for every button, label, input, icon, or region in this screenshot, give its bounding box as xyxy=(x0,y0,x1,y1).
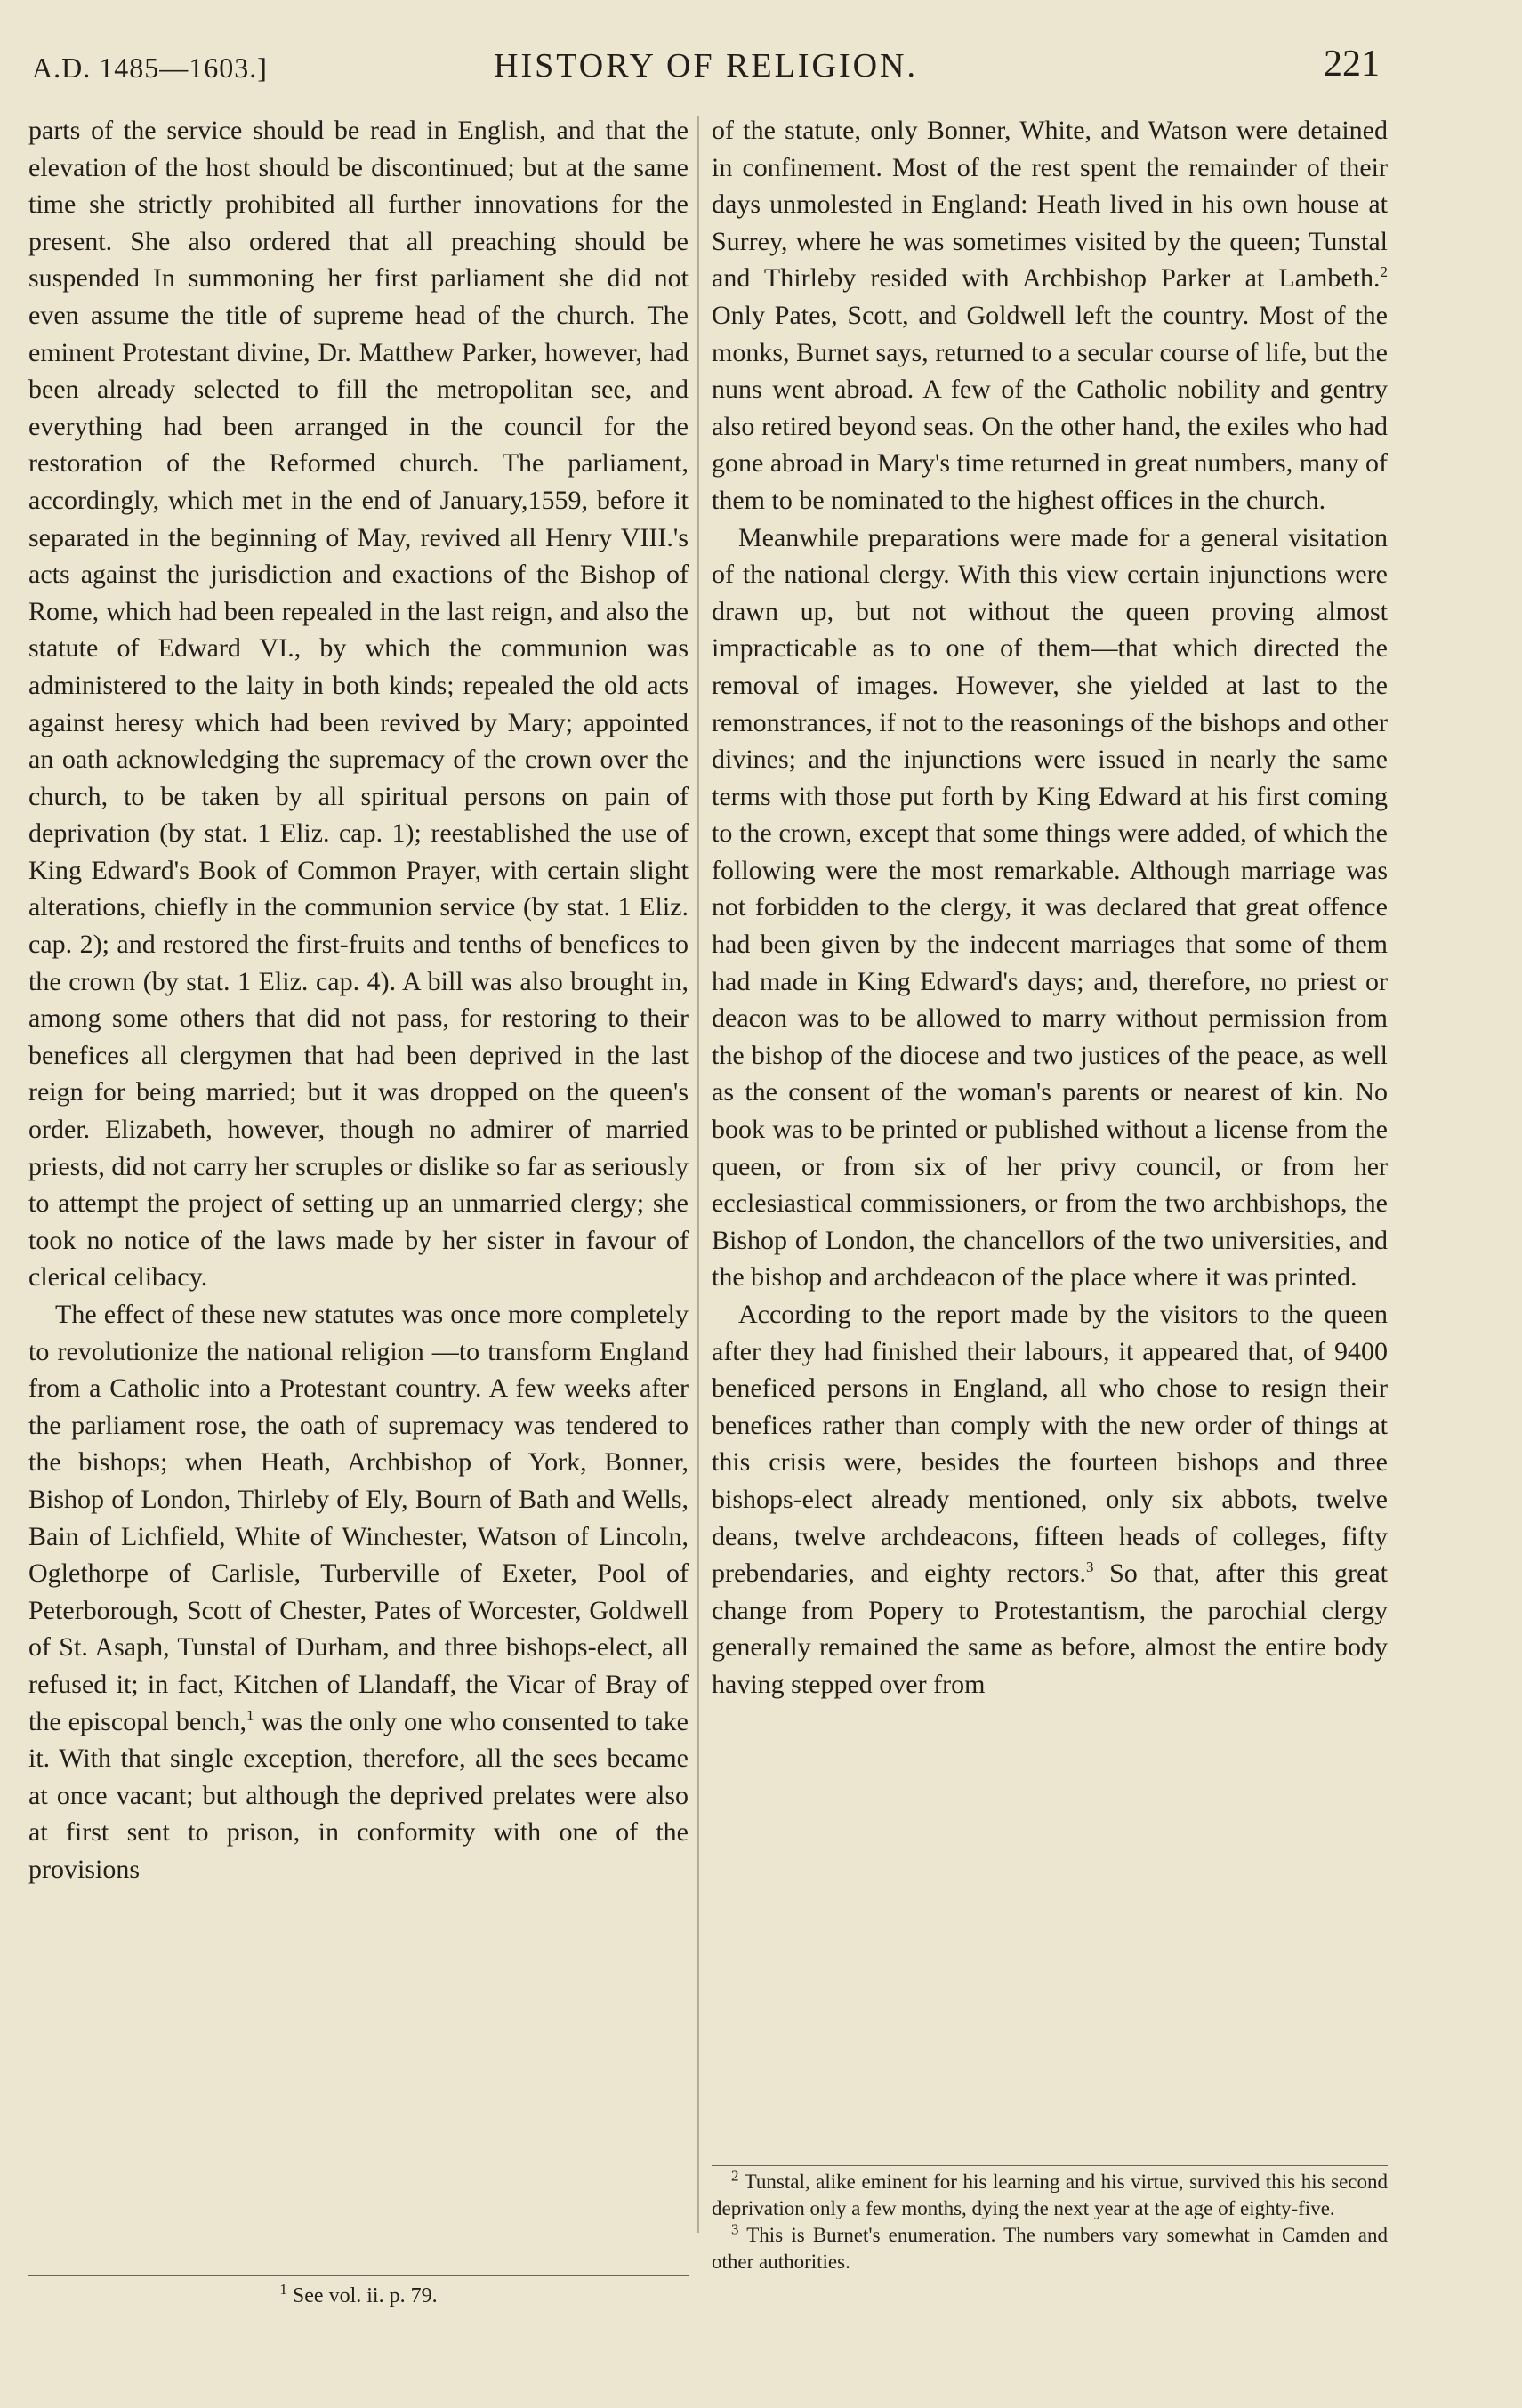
footnote-ref: 2 xyxy=(1380,263,1388,281)
paragraph xyxy=(712,112,1388,519)
footnote xyxy=(712,2222,1388,2275)
footnote xyxy=(712,2169,1388,2222)
paragraph xyxy=(712,1296,1388,1703)
footnote-mark: 2 xyxy=(731,2167,739,2185)
footnote-mark: 1 xyxy=(279,2281,287,2298)
footnote-mark: 3 xyxy=(731,2220,739,2238)
running-header xyxy=(32,43,1380,96)
footnotes-block xyxy=(712,2169,1388,2275)
paragraph: Meanwhile preparations were made for a general visitation of the national clergy. With this view certain injunctions were drawn up, but not without the queen proving almost impracticable as to one of them—that which directed the removal of images. However, she yielded at last to the remonstrances, if not to the reasonings of the bishops and other divines; and the injunctions were issued in nearly the same terms with those put forth by King Edward at his first coming to the crown, except that some things were added, of which the following were the most remarkable. Although marriage was not forbidden to the clergy, it was declared that great offence had been given by the indecent marriages that some of them had made in King Edward's days; and, therefore, no priest or deacon was to be allowed to marry without permission from the bishop of the diocese and two justices of the peace, as well as the consent of the woman's parents or nearest of kin. No book was to be printed or published without a license from the queen, or from six of her privy council, or from her ecclesiastical commissioners, or from the two archbishops, the Bishop of London, the chancellors of the two universities, and the bishop and archdeacon of the place where it was printed. xyxy=(712,522,1388,1293)
column-divider xyxy=(697,116,699,2233)
footnote-ref: 1 xyxy=(246,1706,254,1724)
left-column xyxy=(28,112,689,1889)
paragraph-text: So that, after this great change from Popery to Protestantism, the parochial clergy generally remained the same as before, almost the entire body having stepped over from xyxy=(712,1558,1388,1699)
footnote-rule xyxy=(28,2275,689,2276)
footnote-rule xyxy=(712,2165,1388,2166)
paragraph-text: The effect of these new statutes was once more completely to revolutionize the national religion —to transform England from a Catholic into a Protestant country. A few weeks after the parliament rose, the oath of supremacy was tendered to the bishops; when Heath, Archbishop of York, Bonner, Bishop of London, Thirleby of Ely, Bourn of Bath and Wells, Bain of Lichfield, White of Winchester, Watson of Lincoln, Oglethorpe of Carlisle, Turberville of Exeter, Pool of Peterborough, Scott of Chester, Pates of Worcester, Goldwell of St. Asaph, Tunstal of Durham, and three bishops-elect, all refused it; in fact, Kitchen of Llandaff, the Vicar of Bray of the episcopal bench, xyxy=(28,1300,689,1736)
paragraph xyxy=(28,1296,689,1889)
footnote-ref: 3 xyxy=(1086,1558,1094,1576)
footnote-text: This is Burnet's enumeration. The numbers vary somewhat in Camden and other authorities. xyxy=(712,2224,1388,2273)
paragraph-text: was the only one who consented to take it. With that single exception, therefore, all the sees became at once vacant; but although the deprived prelates were also at first sent to prison, in conformity with one of the provisions xyxy=(28,1706,689,1884)
footnote xyxy=(28,2283,689,2309)
right-column xyxy=(712,112,1388,1703)
paragraph-text: Only Pates, Scott, and Goldwell left the country. Most of the monks, Burnet says, returned to a secular course of life, but the nuns went abroad. A few of the Catholic nobility and gentry also retired beyond seas. On the other hand, the exiles who had gone abroad in Mary's time returned in great numbers, many of them to be nominated to the highest offices in the church. xyxy=(712,300,1388,515)
footnote-text: Tunstal, alike eminent for his learning and his virtue, survived this his second deprivation only a few months, dying the next year at the age of eighty-five. xyxy=(712,2170,1388,2219)
header-title: HISTORY OF RELIGION. xyxy=(494,47,918,85)
paragraph: parts of the service should be read in English, and that the elevation of the host should be discontinued; but at the same time she strictly prohibited all further innovations for the present. She also ordered that all preaching should be suspended In summoning her first parliament she did not even assume the title of supreme head of the church. The eminent Protestant divine, Dr. Matthew Parker, however, had been already selected to fill the metropolitan see, and everything had been arranged in the council for the restoration of the Reformed church. The parliament, accordingly, which met in the end of January,1559, before it separated in the beginning of May, revived all Henry VIII.'s acts against the jurisdiction and exactions of the Bishop of Rome, which had been repealed in the last reign, and also the statute of Edward VI., by which the communion was administered to the laity in both kinds; repealed the old acts against heresy which had been revived by Mary; appointed an oath acknowledging the supremacy of the crown over the church, to be taken by all spiritual persons on pain of deprivation (by stat. 1 Eliz. cap. 1); reestablished the use of King Edward's Book of Common Prayer, with certain slight alterations, chiefly in the communion service (by stat. 1 Eliz. cap. 2); and restored the first-fruits and tenths of benefices to the crown (by stat. 1 Eliz. cap. 4). A bill was also brought in, among some others that did not pass, for restoring to their benefices all clergymen that had been deprived in the last reign for being married; but it was dropped on the queen's order. Elizabeth, however, though no admirer of married priests, did not carry her scruples or dislike so far as seriously to attempt the project of setting up an unmarried clergy; she took no notice of the laws made by her sister in favour of clerical celibacy. xyxy=(28,116,689,1293)
paragraph-text: of the statute, only Bonner, White, and Watson were detained in confinement. Most of the rest spent the remainder of their days unmolested in England: Heath lived in his own house at Surrey, where he was sometimes visited by the queen; Tunstal and Thirleby resided with Archbishop Parker at Lambeth. xyxy=(712,116,1388,294)
footnote-text: See vol. ii. p. 79. xyxy=(286,2284,438,2307)
header-date-range: A.D. 1485—1603.] xyxy=(32,52,268,84)
page-number: 221 xyxy=(1324,44,1380,85)
paragraph-text: According to the report made by the visitors to the queen after they had finished their labours, it appeared that, of 9400 beneficed persons in England, all who chose to resign their benefices rather than comply with the new order of things at this crisis were, besides the fourteen bishops and three bishops-elect already mentioned, only six abbots, twelve deans, twelve archdeacons, fifteen heads of colleges, fifty prebendaries, and eighty rectors. xyxy=(712,1300,1388,1589)
